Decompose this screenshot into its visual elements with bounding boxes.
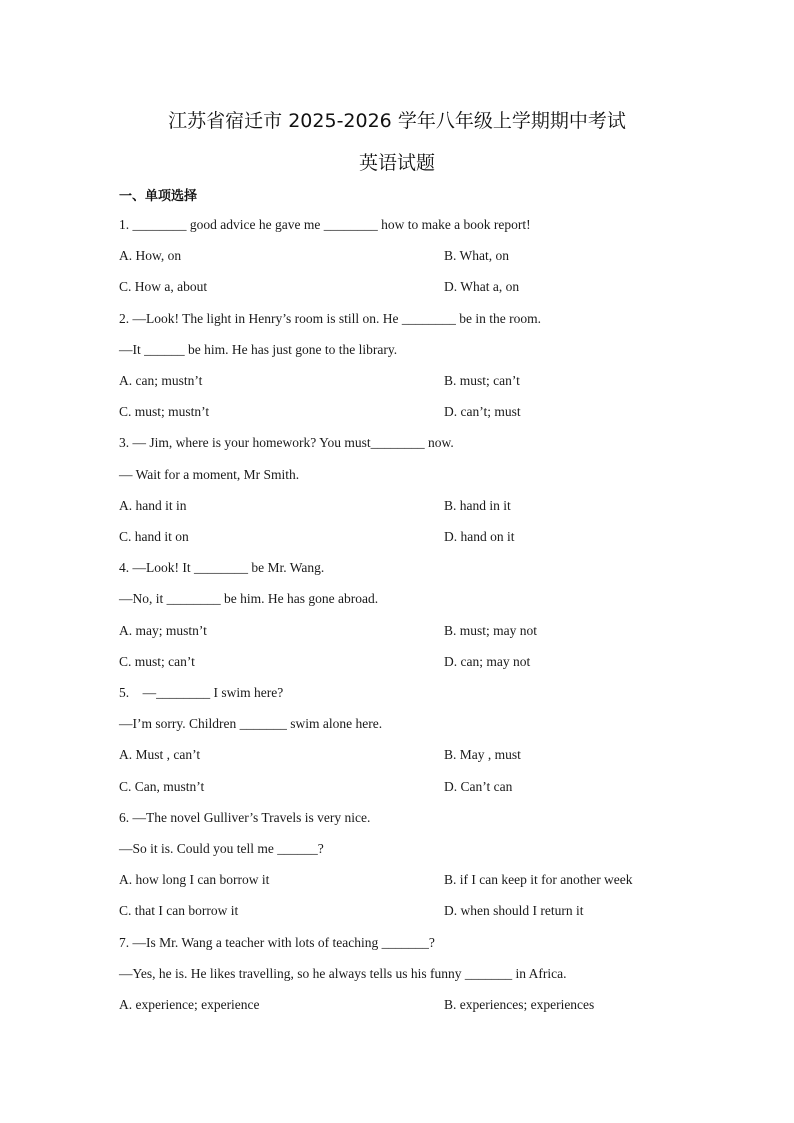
question-3-option-a: A. hand it in bbox=[119, 498, 187, 513]
question-5-stem: 5. —________ I swim here? bbox=[119, 685, 284, 700]
question-6-stem: 6. —The novel Gulliver’s Travels is very nice. bbox=[119, 810, 371, 825]
question-6-reply: —So it is. Could you tell me ______? bbox=[119, 841, 324, 856]
question-1-option-d: D. What a, on bbox=[444, 279, 520, 294]
question-7-stem: 7. —Is Mr. Wang a teacher with lots of teaching _______? bbox=[119, 935, 435, 950]
question-2-option-d: D. can’t; must bbox=[444, 404, 521, 419]
question-4-option-b: B. must; may not bbox=[444, 623, 538, 638]
question-5-option-d: D. Can’t can bbox=[444, 779, 513, 794]
question-6-option-a: A. how long I can borrow it bbox=[119, 872, 270, 887]
question-7-reply: —Yes, he is. He likes travelling, so he always tells us his funny _______ in Africa. bbox=[119, 966, 567, 981]
question-3-stem: 3. — Jim, where is your homework? You must________ now. bbox=[119, 435, 454, 450]
question-4-option-d: D. can; may not bbox=[444, 654, 531, 669]
question-5-option-c: C. Can, mustn’t bbox=[119, 779, 205, 794]
question-4-stem: 4. —Look! It ________ be Mr. Wang. bbox=[119, 560, 325, 575]
question-2-reply: —It ______ be him. He has just gone to the library. bbox=[119, 342, 398, 357]
question-3-option-d: D. hand on it bbox=[444, 529, 515, 544]
exam-title: 江苏省宿迁市 2025-2026 学年八年级上学期期中考试 bbox=[168, 110, 626, 132]
question-2-option-c: C. must; mustn’t bbox=[119, 404, 210, 419]
question-7-option-a: A. experience; experience bbox=[119, 997, 260, 1012]
question-3-option-b: B. hand in it bbox=[444, 498, 511, 513]
question-5-option-a: A. Must , can’t bbox=[119, 747, 201, 762]
question-7-option-b: B. experiences; experiences bbox=[444, 997, 595, 1012]
question-1-option-b: B. What, on bbox=[444, 248, 509, 263]
question-5-option-b: B. May , must bbox=[444, 747, 521, 762]
section-heading: 一、单项选择 bbox=[119, 189, 198, 204]
question-4-option-a: A. may; mustn’t bbox=[119, 623, 207, 638]
question-4-reply: —No, it ________ be him. He has gone abroad. bbox=[119, 591, 379, 606]
exam-subtitle: 英语试题 bbox=[358, 152, 435, 174]
question-4-option-c: C. must; can’t bbox=[119, 654, 195, 669]
question-6-option-d: D. when should I return it bbox=[444, 903, 584, 918]
question-6-option-b: B. if I can keep it for another week bbox=[444, 872, 633, 887]
question-3-option-c: C. hand it on bbox=[119, 529, 189, 544]
question-2-option-b: B. must; can’t bbox=[444, 373, 520, 388]
question-6-option-c: C. that I can borrow it bbox=[119, 903, 239, 918]
question-1-option-c: C. How a, about bbox=[119, 279, 208, 294]
question-2-option-a: A. can; mustn’t bbox=[119, 373, 203, 388]
question-5-reply: —I’m sorry. Children _______ swim alone here. bbox=[119, 716, 383, 731]
question-3-reply: — Wait for a moment, Mr Smith. bbox=[119, 467, 300, 482]
question-1-option-a: A. How, on bbox=[119, 248, 182, 263]
question-2-stem: 2. —Look! The light in Henry’s room is still on. He ________ be in the room. bbox=[119, 311, 541, 326]
question-1-stem: 1. ________ good advice he gave me ________ how to make a book report! bbox=[119, 217, 531, 232]
